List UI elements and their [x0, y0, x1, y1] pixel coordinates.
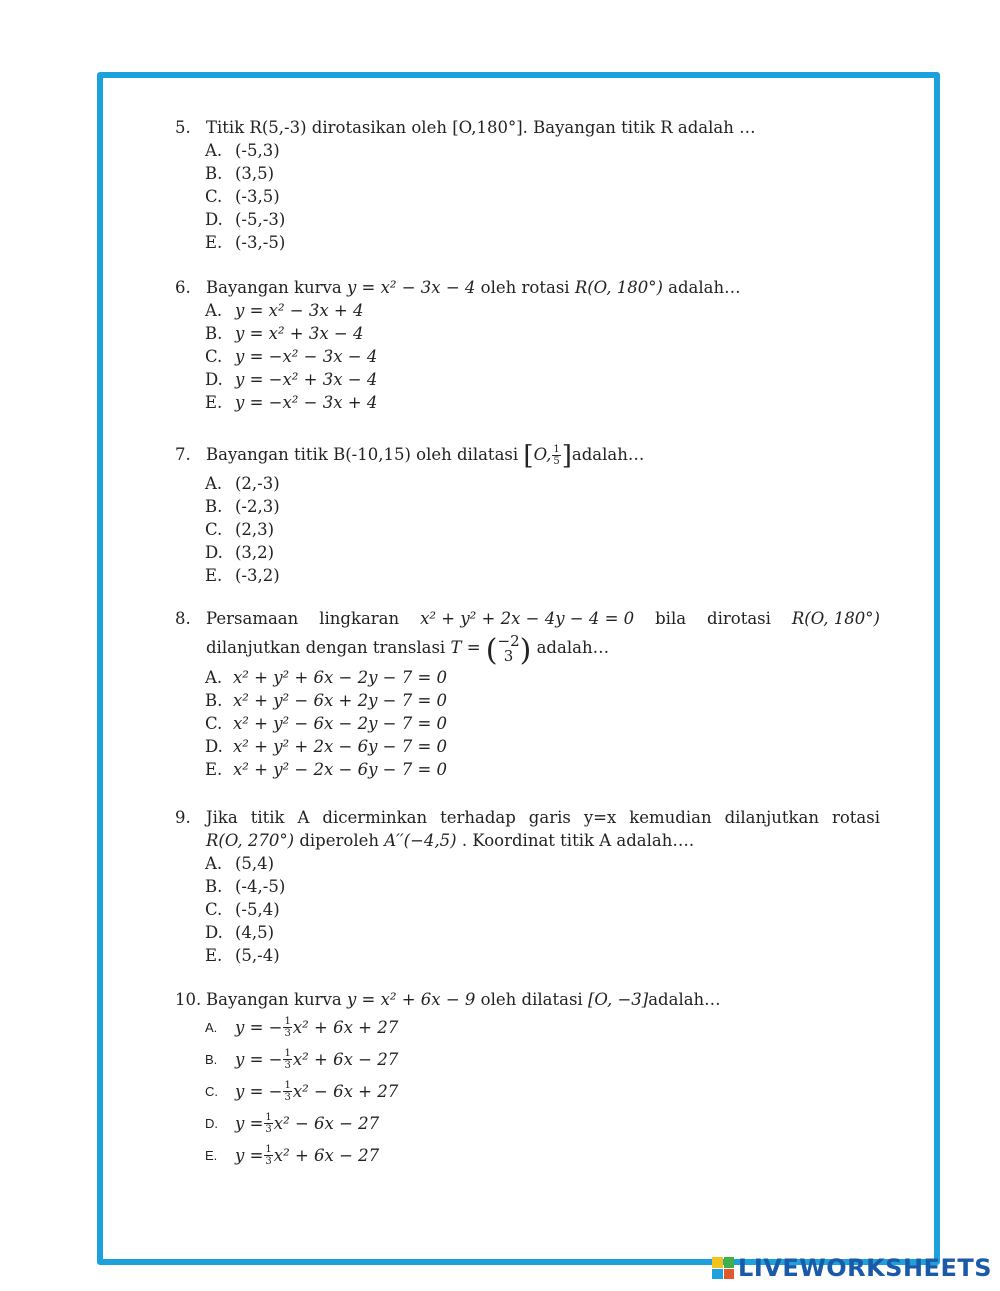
- fraction-numerator: 1: [284, 1047, 291, 1059]
- options-list: [205, 139, 880, 254]
- option-text: x² + y² − 6x + 2y − 7 = 0: [233, 691, 448, 710]
- option-letter: E.: [205, 566, 223, 585]
- stem-math: R(O, 270°): [206, 831, 295, 850]
- options-list: [205, 666, 880, 781]
- fraction-numerator: 1: [284, 1079, 291, 1091]
- option-letter: E.: [205, 946, 223, 965]
- stem-math: y = x² + 6x − 9: [346, 990, 476, 1009]
- option-b[interactable]: [205, 162, 880, 185]
- fraction: [283, 1016, 291, 1039]
- option-letter: E.: [205, 233, 223, 252]
- option-text: (-3,5): [235, 187, 280, 206]
- option-letter: D.: [205, 543, 223, 562]
- fraction-numerator: 1: [265, 1143, 272, 1155]
- option-text: x² + y² + 6x − 2y − 7 = 0: [233, 668, 448, 687]
- option-letter: D.: [205, 370, 223, 389]
- question-8: [175, 607, 880, 781]
- option-text: (3,2): [235, 543, 275, 562]
- option-d[interactable]: [205, 541, 880, 564]
- option-c[interactable]: [205, 1075, 880, 1107]
- stem-text: adalah…: [571, 445, 645, 464]
- fraction-denominator: 3: [284, 1091, 291, 1103]
- question-stem: [206, 988, 880, 1011]
- stem-text: adalah…: [531, 638, 610, 657]
- option-text: x² − 6x − 27: [273, 1113, 380, 1133]
- option-text: x² + y² + 2x − 6y − 7 = 0: [233, 737, 448, 756]
- question-stem-line2: [206, 829, 880, 852]
- option-letter: C.: [205, 714, 223, 733]
- vector-bottom: 3: [503, 646, 514, 665]
- fraction-denominator: 5: [553, 456, 560, 467]
- option-letter: D.: [205, 923, 223, 942]
- option-a[interactable]: [205, 666, 880, 689]
- question-stem-line2: [206, 630, 880, 666]
- option-letter: A.: [205, 141, 223, 160]
- fraction: [264, 1112, 272, 1135]
- option-c[interactable]: [205, 345, 880, 368]
- stem-text: Bayangan titik B(-10,15) oleh dilatasi: [206, 445, 524, 464]
- option-letter: B.: [205, 497, 223, 516]
- option-letter: C.: [205, 1083, 218, 1099]
- question-number: 10.: [175, 990, 202, 1009]
- fraction-numerator: 1: [553, 444, 560, 455]
- option-text: y = −x² − 3x − 4: [235, 347, 378, 366]
- question-stem: [206, 441, 880, 472]
- option-letter: B.: [205, 1051, 218, 1067]
- option-a[interactable]: [205, 852, 880, 875]
- question-6: [175, 276, 880, 414]
- option-text: y =: [235, 1113, 264, 1133]
- option-d[interactable]: [205, 368, 880, 391]
- stem-math: T =: [450, 638, 481, 657]
- paren-right: ): [519, 633, 532, 668]
- stem-text: adalah…: [662, 278, 741, 297]
- option-text: (-3,2): [235, 566, 280, 585]
- bracket-right: ]: [561, 441, 572, 471]
- paren-left: (: [485, 633, 498, 668]
- option-a[interactable]: [205, 472, 880, 495]
- stem-math: R(O, 180°): [791, 609, 880, 628]
- option-text: y = x² − 3x + 4: [235, 301, 364, 320]
- option-text: (2,-3): [235, 474, 280, 493]
- option-e[interactable]: [205, 1139, 880, 1171]
- question-stem-line1: Jika titik A dicerminkan terhadap garis y=x kemudian dilanjutkan rotasi: [206, 808, 880, 827]
- option-letter: C.: [205, 520, 223, 539]
- option-d[interactable]: [205, 1107, 880, 1139]
- option-letter: A.: [205, 301, 223, 320]
- option-text: (-4,-5): [235, 877, 286, 896]
- option-a[interactable]: [205, 1011, 880, 1043]
- question-9: [175, 806, 880, 967]
- options-list: [205, 299, 880, 414]
- option-b[interactable]: [205, 875, 880, 898]
- fraction-denominator: 3: [265, 1155, 272, 1167]
- question-number: 9.: [175, 808, 191, 827]
- option-text: y = −: [235, 1081, 283, 1101]
- option-b[interactable]: [205, 322, 880, 345]
- option-letter: A.: [205, 854, 223, 873]
- option-text: x² + y² − 6x − 2y − 7 = 0: [233, 714, 448, 733]
- question-10: [175, 988, 880, 1171]
- option-letter: E.: [205, 1147, 218, 1163]
- brand-wordmark: LIVEWORKSHEETS: [738, 1254, 992, 1282]
- option-text: y = −x² − 3x + 4: [235, 393, 378, 412]
- stem-text: Bayangan kurva: [206, 278, 347, 297]
- option-c[interactable]: [205, 712, 880, 735]
- option-letter: C.: [205, 347, 223, 366]
- option-letter: A.: [205, 1019, 218, 1035]
- stem-text: lingkaran: [319, 609, 400, 628]
- stem-text: dirotasi: [707, 609, 771, 628]
- question-7: [175, 441, 880, 587]
- option-text: (4,5): [235, 923, 275, 942]
- bracket-left: [: [523, 441, 534, 471]
- options-list: [205, 1011, 880, 1171]
- question-stem: Titik R(5,-3) dirotasikan oleh [O,180°]. Bayangan titik R adalah …: [206, 118, 756, 137]
- options-list: [205, 472, 880, 587]
- option-d[interactable]: [205, 735, 880, 758]
- stem-math: y = x² − 3x − 4: [346, 278, 476, 297]
- option-text: x² + 6x − 27: [273, 1145, 380, 1165]
- question-number: 5.: [175, 118, 191, 137]
- option-text: x² + 6x + 27: [292, 1017, 399, 1037]
- option-letter: E.: [205, 393, 223, 412]
- option-letter: A.: [205, 668, 223, 687]
- question-number: 8.: [175, 609, 191, 628]
- option-e[interactable]: [205, 944, 880, 967]
- option-b[interactable]: [205, 689, 880, 712]
- option-letter: B.: [205, 324, 223, 343]
- option-c[interactable]: [205, 898, 880, 921]
- translation-vector: [497, 631, 520, 665]
- stem-text: Bayangan kurva: [206, 990, 347, 1009]
- option-letter: C.: [205, 900, 223, 919]
- option-letter: D.: [205, 1115, 218, 1131]
- options-list: [205, 852, 880, 967]
- option-text: y = −: [235, 1049, 283, 1069]
- stem-text: diperoleh: [294, 831, 385, 850]
- vector-top: −2: [497, 631, 520, 650]
- liveworksheets-logo-icon: [712, 1257, 734, 1279]
- stem-text: . Koordinat titik A adalah….: [456, 831, 695, 850]
- option-e[interactable]: [205, 391, 880, 414]
- fraction-numerator: 1: [265, 1111, 272, 1123]
- stem-text: bila: [655, 609, 687, 628]
- option-b[interactable]: [205, 1043, 880, 1075]
- fraction: [552, 444, 560, 467]
- option-text: (-5,4): [235, 900, 280, 919]
- option-text: x² − 6x + 27: [292, 1081, 399, 1101]
- option-text: (5,-4): [235, 946, 280, 965]
- option-e[interactable]: [205, 758, 880, 781]
- fraction-numerator: 1: [284, 1015, 291, 1027]
- option-text: (-2,3): [235, 497, 280, 516]
- option-c[interactable]: [205, 185, 880, 208]
- liveworksheets-brand[interactable]: [712, 1255, 992, 1281]
- option-d[interactable]: [205, 208, 880, 231]
- option-e[interactable]: [205, 564, 880, 587]
- option-text: x² + y² − 2x − 6y − 7 = 0: [233, 760, 448, 779]
- stem-math: R(O, 180°): [574, 278, 663, 297]
- option-letter: D.: [205, 737, 223, 756]
- stem-math: O,: [533, 445, 552, 464]
- fraction-denominator: 3: [265, 1123, 272, 1135]
- stem-text: Persamaan: [206, 609, 299, 628]
- fraction: [283, 1080, 291, 1103]
- question-number: 7.: [175, 445, 191, 464]
- stem-math: x² + y² + 2x − 4y − 4 = 0: [420, 609, 635, 628]
- question-stem: [206, 276, 880, 299]
- option-text: (3,5): [235, 164, 275, 183]
- question-number: 6.: [175, 278, 191, 297]
- option-text: (-5,3): [235, 141, 280, 160]
- option-a[interactable]: [205, 299, 880, 322]
- fraction-denominator: 3: [284, 1059, 291, 1071]
- stem-math: A′′(−4,5): [384, 831, 457, 850]
- option-text: (-5,-3): [235, 210, 286, 229]
- stem-text: adalah…: [648, 990, 721, 1009]
- fraction: [283, 1048, 291, 1071]
- option-c[interactable]: [205, 518, 880, 541]
- option-text: (2,3): [235, 520, 275, 539]
- option-letter: B.: [205, 877, 223, 896]
- option-text: y =: [235, 1145, 264, 1165]
- stem-text: oleh dilatasi: [475, 990, 588, 1009]
- option-text: y = x² + 3x − 4: [235, 324, 364, 343]
- option-letter: B.: [205, 164, 223, 183]
- option-text: y = −: [235, 1017, 283, 1037]
- option-letter: C.: [205, 187, 223, 206]
- option-a[interactable]: [205, 139, 880, 162]
- option-e[interactable]: [205, 231, 880, 254]
- option-text: (5,4): [235, 854, 275, 873]
- stem-text: dilanjutkan dengan translasi: [206, 638, 451, 657]
- question-stem-line1: [206, 607, 880, 630]
- fraction-denominator: 3: [284, 1027, 291, 1039]
- option-letter: D.: [205, 210, 223, 229]
- fraction: [264, 1144, 272, 1167]
- option-b[interactable]: [205, 495, 880, 518]
- option-letter: E.: [205, 760, 223, 779]
- stem-text: oleh rotasi: [475, 278, 575, 297]
- option-d[interactable]: [205, 921, 880, 944]
- option-text: y = −x² + 3x − 4: [235, 370, 378, 389]
- option-text: x² + 6x − 27: [292, 1049, 399, 1069]
- stem-math: [O, −3]: [587, 990, 649, 1009]
- option-text: (-3,-5): [235, 233, 286, 252]
- option-letter: A.: [205, 474, 223, 493]
- question-5: [175, 116, 880, 254]
- option-letter: B.: [205, 691, 223, 710]
